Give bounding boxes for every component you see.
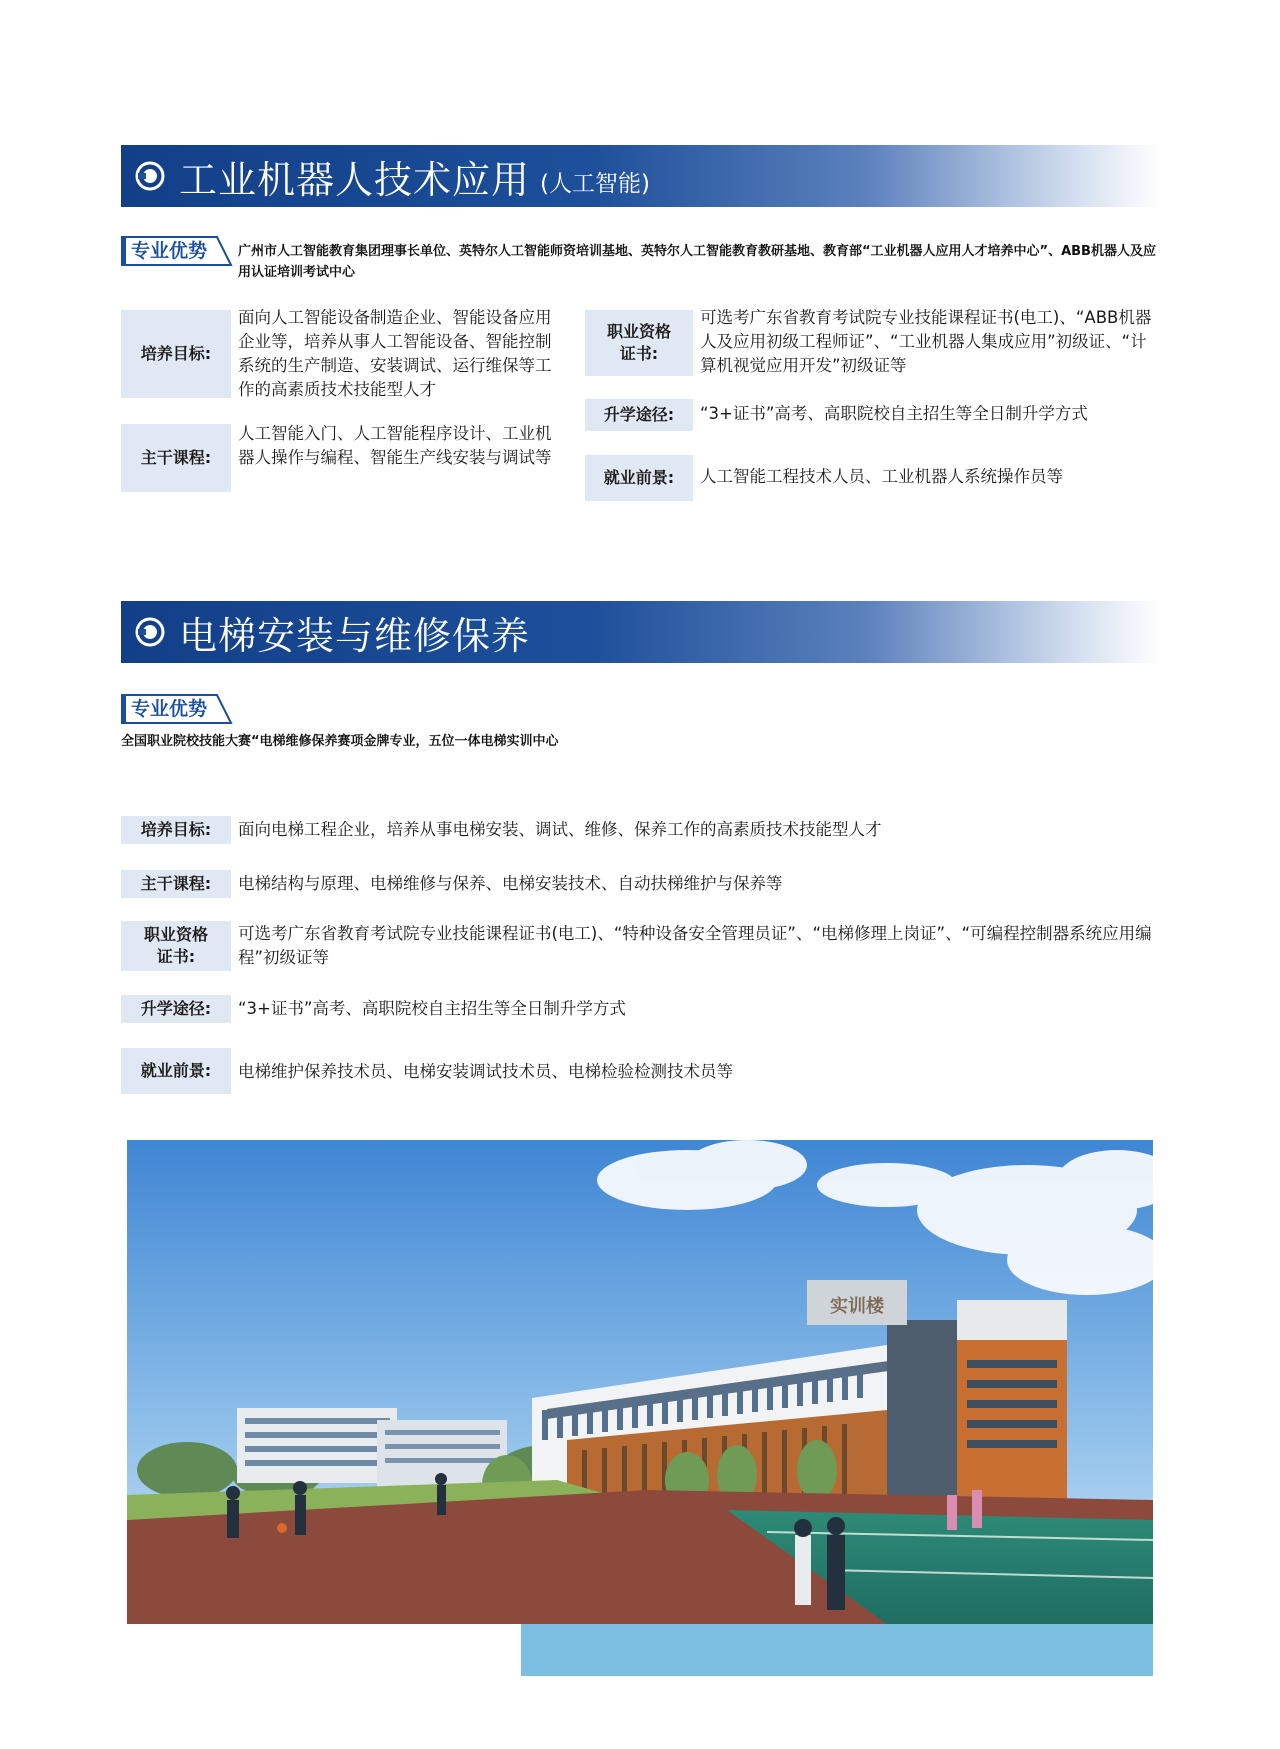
section2-cert-label: 职业资格证书: [121,921,231,971]
target-circle-icon [135,161,165,191]
section2-title: 电梯安装与维修保养 [179,613,531,658]
section1-goal-label: 培养目标: [121,310,231,398]
section1-course-text: 人工智能入门、人工智能程序设计、工业机器人操作与编程、智能生产线安装与调试等 [238,424,552,467]
section1-career-label: 就业前景: [585,455,693,501]
section1-advantage-text: 广州市人工智能教育集团理事长单位、英特尔人工智能师资培训基地、英特尔人工智能教育教研基地、教育部“工业机器人应用人才培养中心”、ABB机器人及应用认证培训考试中心 [238,244,1156,280]
section1-advantage-label: 专业优势 [130,240,207,262]
section1-cert-label: 职业资格证书: [585,310,693,376]
campus-building-photo [127,1140,1153,1624]
section2-goal-label: 培养目标: [121,816,231,844]
section2-goal-text: 面向电梯工程企业，培养从事电梯安装、调试、维修、保养工作的高素质技术技能型人才 [238,820,882,839]
section2-further-text: “3+证书”高考、高职院校自主招生等全日制升学方式 [238,999,626,1018]
section1-course-label: 主干课程: [121,424,231,492]
section1-banner [121,145,1161,207]
section2-course-label: 主干课程: [121,870,231,898]
section1-cert-text: 可选考广东省教育考试院专业技能课程证书(电工)、“ABB机器人及应用初级工程师证”、“工业机器人集成应用”初级证、“计算机视觉应用开发”初级证等 [700,308,1152,375]
section2-advantage-text: 全国职业院校技能大赛“电梯维修保养赛项金牌专业，五位一体电梯实训中心 [121,734,559,749]
building-sign: 实训楼 [830,1296,884,1317]
section2-advantage-badge [121,694,233,724]
section2-advantage-label: 专业优势 [130,698,207,720]
section1-further-label: 升学途径: [585,399,693,431]
section2-further-label: 升学途径: [121,995,231,1023]
section2-banner [121,601,1161,663]
section2-career-text: 电梯维护保养技术员、电梯安装调试技术员、电梯检验检测技术员等 [238,1062,733,1081]
section2-cert-text: 可选考广东省教育考试院专业技能课程证书(电工)、“特种设备安全管理员证”、“电梯修理上岗证”、“可编程控制器系统应用编程”初级证等 [238,924,1152,967]
section2-career-label: 就业前景: [121,1048,231,1094]
section1-title: 工业机器人技术应用 [179,157,531,202]
section1-goal-text: 面向人工智能设备制造企业、智能设备应用企业等，培养从事人工智能设备、智能控制系统的生产制造、安装调试、运行维保等工作的高素质技术技能型人才 [238,308,552,399]
section1-advantage-badge [121,236,233,266]
section1-career-text: 人工智能工程技术人员、工业机器人系统操作员等 [700,467,1063,486]
section1-subtitle: (人工智能) [540,170,650,197]
decorative-blue-band [521,1624,1153,1676]
section1-further-text: “3+证书”高考、高职院校自主招生等全日制升学方式 [700,404,1088,423]
section2-course-text: 电梯结构与原理、电梯维修与保养、电梯安装技术、自动扶梯维护与保养等 [238,874,783,893]
target-circle-icon [135,617,165,647]
